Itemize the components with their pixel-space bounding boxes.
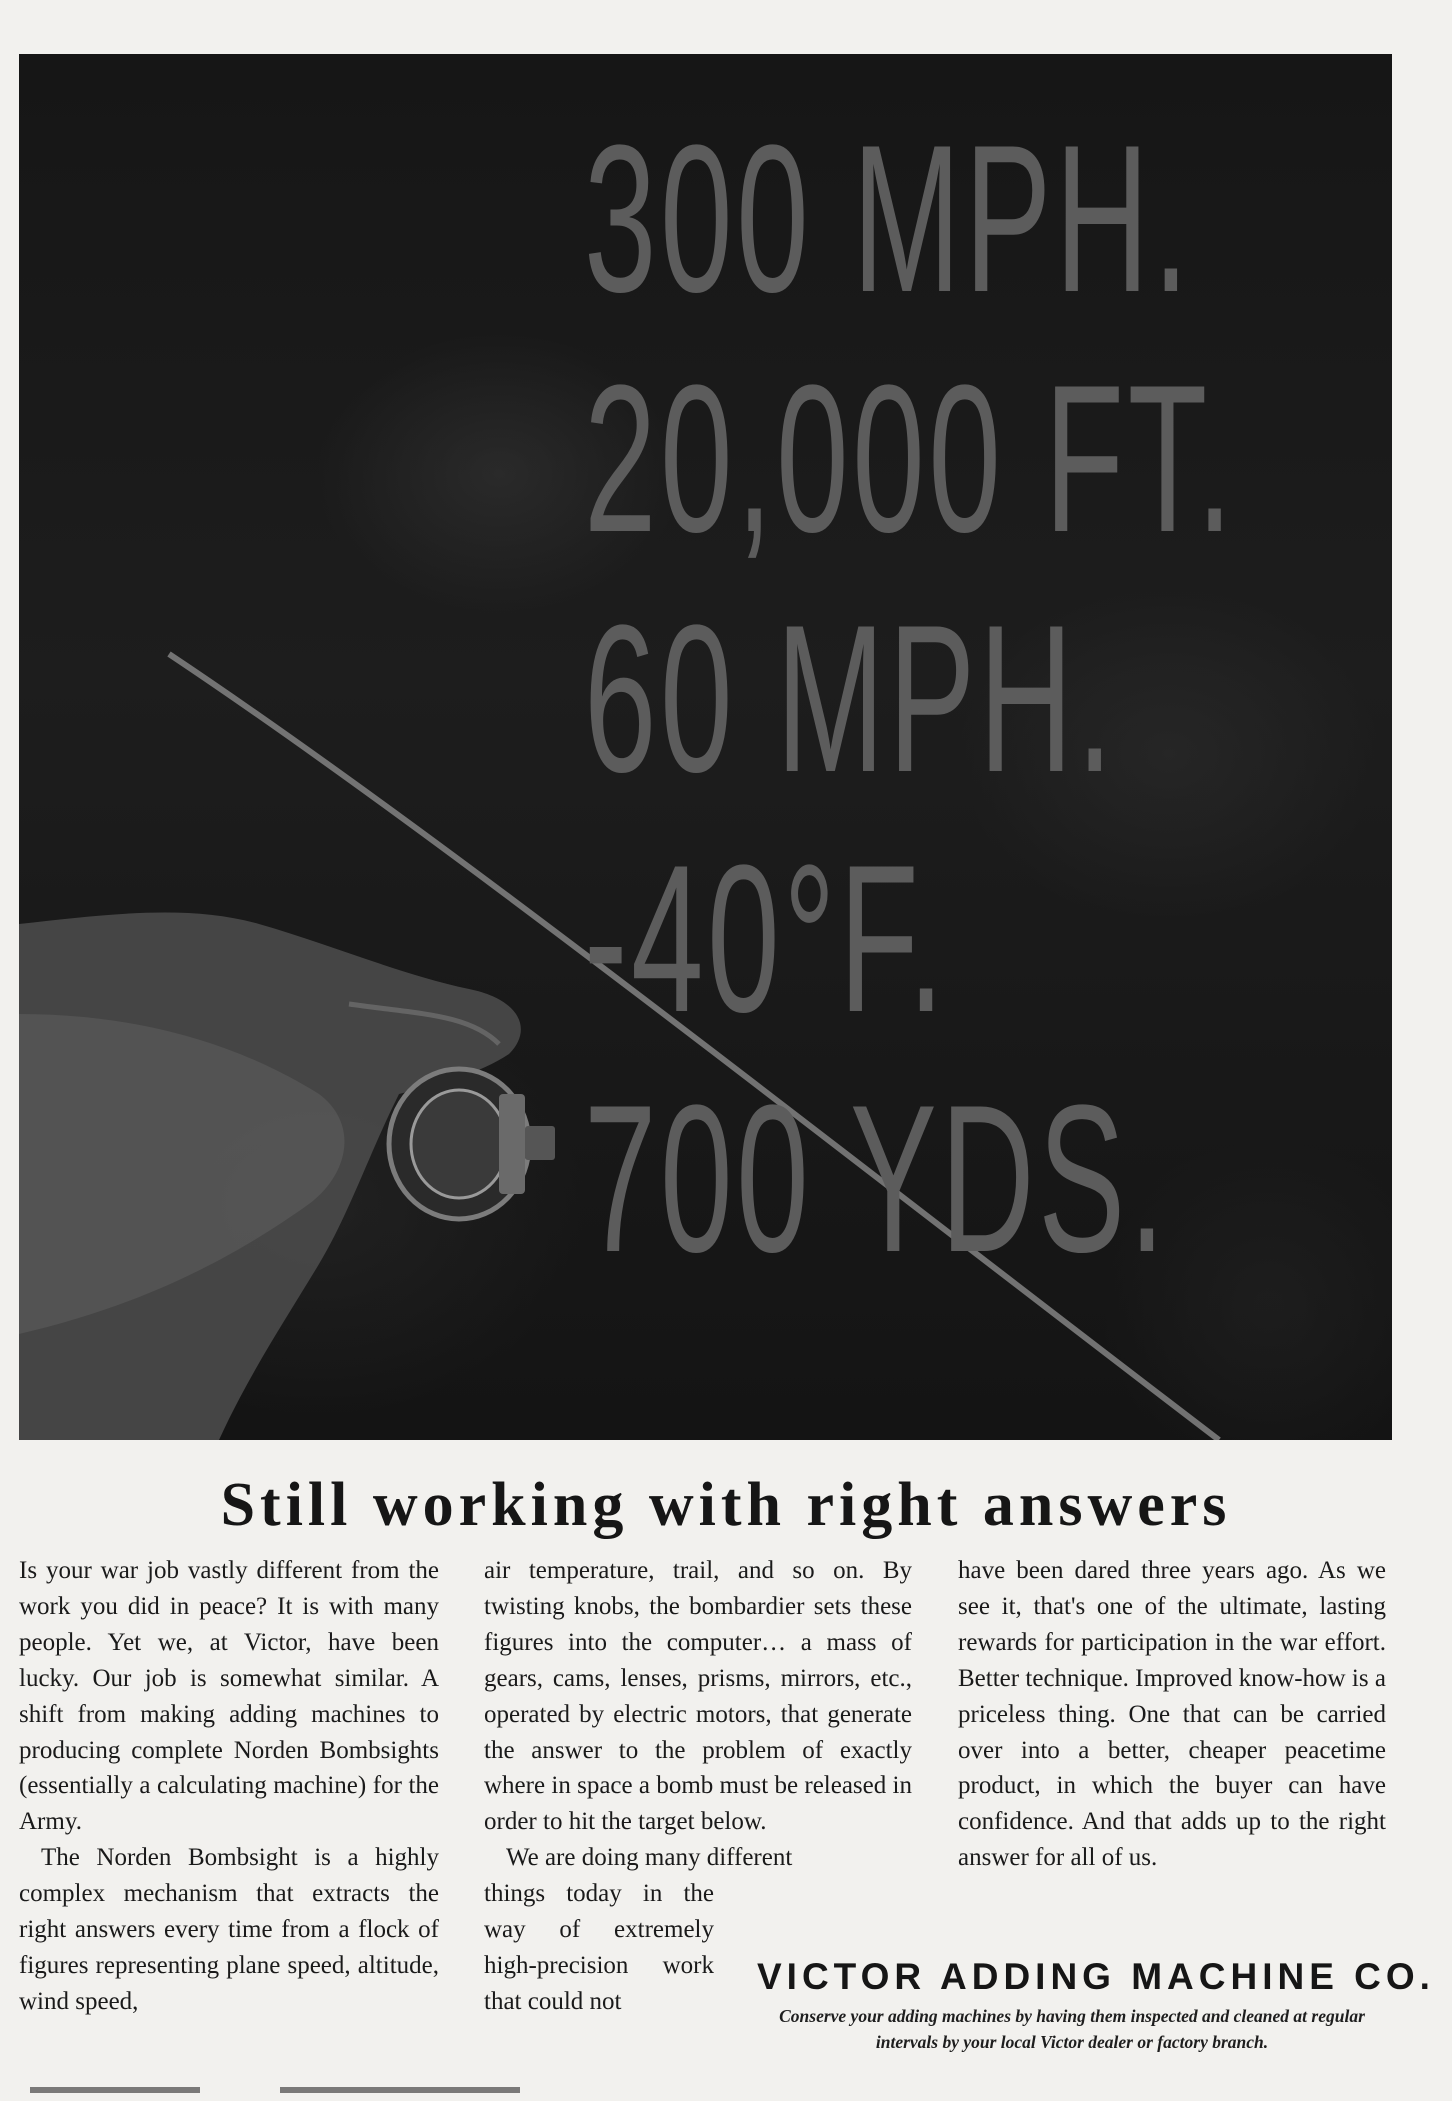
- stat-wind-speed: 60 MPH.: [584, 581, 1117, 816]
- paragraph: things today in the way of extremely high-precision work that could not: [484, 1880, 714, 2015]
- tagline: Conserve your adding machines by having them inspected and cleaned at regular intervals by your local Victor dealer or factory branch.: [779, 2006, 1365, 2052]
- paragraph: The Norden Bombsight is a highly complex mechanism that extracts the right answers every time from a flock of figures representing plane speed, altitude, wind speed,: [19, 1844, 439, 2015]
- company-name: VICTOR ADDING MACHINE CO.: [757, 1956, 1435, 1997]
- cropped-footer-line: [30, 2087, 200, 2093]
- paragraph: air temperature, trail, and so on. By twisting knobs, the bombardier sets these figures into the computer… a mass of gears, cams, lenses, prisms, mirrors, etc., operated by electric motors, that generate the answer to the problem of exactly where in space a bomb must be released in order to hit the target below.: [484, 1557, 912, 1836]
- body-column-3: [958, 1553, 1386, 1876]
- stat-speed: 300 MPH.: [584, 101, 1193, 336]
- paragraph: We are doing many different: [506, 1844, 793, 1872]
- stat-temperature: -40°F.: [584, 821, 948, 1056]
- stat-distance: 700 YDS.: [584, 1061, 1169, 1296]
- cropped-footer-line: [280, 2087, 520, 2093]
- bombsight-photo: [19, 54, 1392, 1440]
- paragraph: have been dared three years ago. As we see it, that's one of the ultimate, lasting rewards for participation in the war effort. Better technique. Improved know-how is a priceless thing. One that can be carried over into a better, cheaper peacetime product, in which the buyer can have confidence. And that adds up to the right answer for all of us.: [958, 1557, 1386, 1872]
- knob-icon: [389, 1069, 555, 1219]
- body-column-1: [19, 1553, 439, 2020]
- body-column-2: [484, 1553, 912, 2020]
- headline: Still working with right answers: [220, 1471, 1232, 1539]
- stat-altitude: 20,000 FT.: [584, 341, 1237, 576]
- paragraph: Is your war job vastly different from the work you did in peace? It is with many people. Yet we, at Victor, have been lucky. Our job is somewhat similar. A shift from making adding machines to producing complete Norden Bombsights (essentially a calculating machine) for the Army.: [19, 1557, 439, 1836]
